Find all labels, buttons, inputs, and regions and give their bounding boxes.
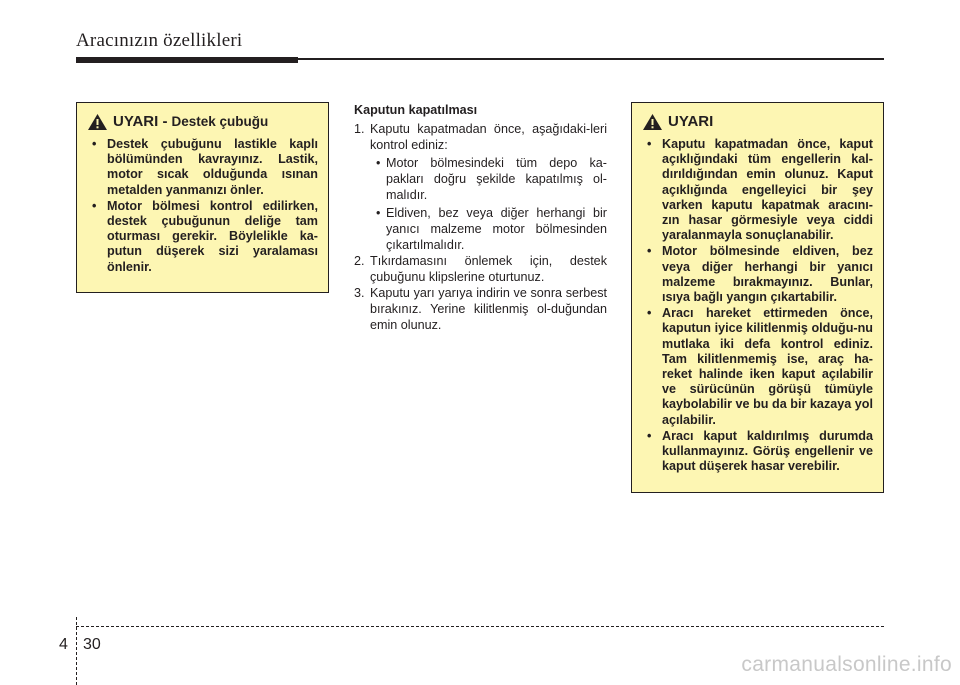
step-number: 2.: [354, 254, 365, 268]
hood-closing-section: [354, 102, 607, 333]
step-subitem-text: Motor bölmesindeki tüm depo ka-pakları doğru şekilde kapatılmış ol-malıdır.: [386, 156, 607, 202]
step-item: [354, 253, 607, 285]
step-subitem: [370, 155, 607, 203]
warning-triangle-icon: [642, 113, 663, 131]
step-number: 3.: [354, 286, 365, 300]
warning-list: [642, 137, 873, 474]
warning-item: • Motor bölmesinde eldiven, bez veya diğer herhangi bir yanıcı malzeme bırakmayınız. Bunlar, ısıya bağlı yangın çıkartabilir.: [642, 244, 873, 305]
step-text: Kaputu yarı yarıya indirin ve sonra serbest bırakınız. Yerine kilitlenmiş ol-duğundan emin olunuz.: [370, 286, 607, 332]
step-subitem: [370, 205, 607, 253]
step-item: [354, 121, 607, 253]
warning-box-hood: [631, 102, 884, 493]
warning-item: • Motor bölmesi kontrol edilirken, destek çubuğunun deliğe tam oturması gerekir. Böylelikle ka-putun düşerek sizi yaralaması önlenir.: [87, 199, 318, 275]
step-item: [354, 285, 607, 333]
step-subitem-text: Eldiven, bez veya diğer herhangi bir yanıcı malzeme motor bölmesinden çıkartılmalıdır.: [386, 206, 607, 252]
footer-divider-horizontal: [76, 626, 884, 627]
warning-label: UYARI -: [113, 113, 168, 131]
section-heading: Kaputun kapatılması: [354, 103, 478, 117]
warning-list: [87, 137, 318, 275]
step-text: Kaputu kapatmadan önce, aşağıdaki-leri kontrol ediniz:: [370, 122, 607, 152]
section-title: Aracınızın özellikleri: [76, 30, 243, 51]
bullet: •: [376, 156, 381, 170]
warning-item: • Aracı hareket ettirmeden önce, kaputun iyice kilitlenmiş olduğu-nu mutlaka iki defa kontrol ediniz. Tam kilitlenmemiş ise, araç ha-reket halinde iken kaput açılabilir ve sürücünün görüşü tümüyle kaybolabilir ve bu da bir kazaya yol açılabilir.: [642, 306, 873, 428]
step-sublist: [370, 155, 607, 253]
bullet: •: [376, 206, 381, 220]
footer-divider-vertical: [76, 617, 77, 685]
warning-item: • Destek çubuğunu lastikle kaplı bölümünden kavrayınız. Lastik, motor sıcak olduğunda ısınan metalden yanmanızı önler.: [87, 137, 318, 198]
page-number: 30: [83, 636, 101, 653]
chapter-number: 4: [59, 636, 68, 653]
warning-header: [642, 113, 873, 131]
warning-item: • Kaputu kapatmadan önce, kaput açıklığındaki tüm engellerin kal-dırıldığından emin olunuz. Kaput açıklığında engelleyici bir şey varken kaputu kapatmak aracını-zın hasar görmesiyle veya ciddi yaralanmayla sonuçlanabilir.: [642, 137, 873, 243]
header-rule-accent: [76, 57, 298, 63]
warning-label: UYARI: [668, 113, 714, 131]
step-text: Tıkırdamasını önlemek için, destek çubuğunu klipslerine oturtunuz.: [370, 254, 607, 284]
warning-triangle-icon: [87, 113, 108, 131]
step-number: 1.: [354, 122, 365, 136]
warning-box-support-rod: [76, 102, 329, 293]
warning-subtitle: Destek çubuğu: [171, 114, 269, 130]
warning-item: • Aracı kaput kaldırılmış durumda kullanmayınız. Görüş engellenir ve kaput düşerek hasar verebilir.: [642, 429, 873, 475]
warning-header: [87, 113, 318, 131]
watermark: carmanualsonline.info: [741, 653, 952, 676]
